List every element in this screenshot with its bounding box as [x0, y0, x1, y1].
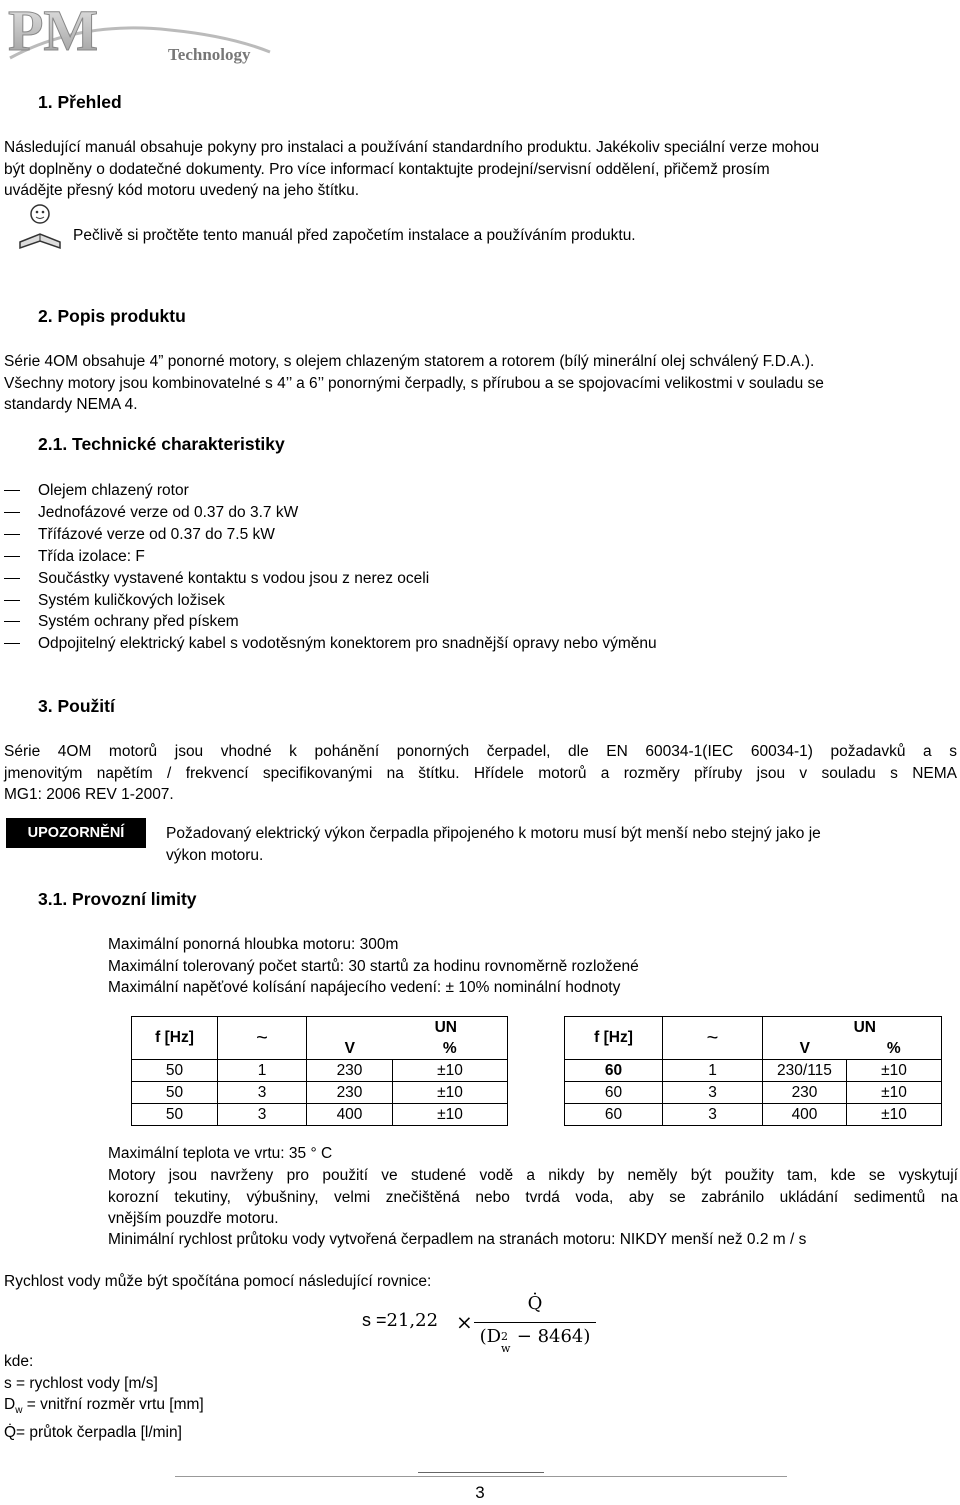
table-row: 60 3 400 ±10: [565, 1104, 942, 1126]
definition-s: s = rychlost vody [m/s]: [4, 1374, 158, 1392]
para-line: MG1: 2006 REV 1-2007.: [4, 786, 174, 803]
min-flow-speed: Minimální rychlost průtoku vody vytvořená čerpadlem na stranách motoru: NIKDY menší než 0.2 m / s: [108, 1231, 807, 1248]
limit-line: Maximální tolerovaný počet startů: 30 startů za hodinu rovnoměrně rozložené: [108, 957, 639, 975]
para-line: jmenovitým napětím / frekvencí specifikovanými na štítku. Hřídele motorů a rozměry příruby jsou v souladu s NEMA: [4, 764, 957, 782]
list-item: Systém kuličkových ložisek: [0, 590, 225, 612]
table-row: 50 3 400 ±10: [132, 1104, 508, 1126]
header-phase: ~: [663, 1017, 763, 1060]
formula-denominator: (D 2 w − 8464): [479, 1326, 591, 1355]
header-phase: ~: [218, 1017, 307, 1060]
para-line: vnějším pouzdře motoru.: [108, 1210, 279, 1227]
list-item: Třífázové verze od 0.37 do 7.5 kW: [0, 524, 275, 546]
para-line: Požadovaný elektrický výkon čerpadla připojeného k motoru musí být menší nebo stejný jako je: [166, 825, 821, 842]
list-item: Jednofázové verze od 0.37 do 3.7 kW: [0, 502, 298, 524]
section-2-1-heading: 2.1. Technické charakteristiky: [38, 434, 285, 454]
section-2-paragraph: [4, 351, 957, 416]
list-item: Součástky vystavené kontaktu s vodou jsou z nerez oceli: [0, 568, 429, 590]
page-number: 3: [475, 1483, 485, 1502]
header-un: UN: [307, 1017, 508, 1039]
para-line: Série 4OM obsahuje 4” ponorné motory, s olejem chlazeným statorem a rotorem (bílý minerální olej schválený F.D.A.).: [4, 353, 815, 370]
max-temperature: Maximální teplota ve vrtu: 35 ° C: [108, 1145, 333, 1162]
section-1-paragraph: [4, 137, 954, 202]
read-manual-note: Pečlivě si pročtěte tento manuál před započetím instalace a používáním produktu.: [73, 227, 636, 244]
voltage-table-60hz: [564, 1016, 942, 1126]
section-3-heading: 3. Použití: [38, 696, 115, 716]
definition-dw: $D_w$ = vnitřní rozměr vrtu [mm]: [4, 1396, 204, 1417]
header-v: V: [763, 1038, 847, 1060]
table-row: 50 1 230 ±10: [132, 1060, 508, 1082]
para-line: standardy NEMA 4.: [4, 396, 138, 413]
formula-numerator: Q̇: [527, 1293, 543, 1314]
header-percent: %: [847, 1038, 942, 1060]
voltage-table-50hz: [131, 1016, 508, 1126]
table-row: 50 3 230 ±10: [132, 1082, 508, 1104]
table-row: 60 1 230/115 ±10: [565, 1060, 942, 1082]
limits-list: [108, 934, 639, 999]
header-v: V: [307, 1038, 393, 1060]
para-line: Všechny motory jsou kombinovatelné s 4’’ a 6’’ ponornými čerpadly, s přírubou a se spojovacími velikostmi v souladu se: [4, 374, 824, 392]
usage-restrictions: [108, 1165, 958, 1230]
formula-lhs: s =21,22: [362, 1310, 439, 1331]
para-line: být doplněny o dodatečné dokumenty. Pro více informací kontaktujte prodejní/servisní oddělení, přičemž prosím: [4, 160, 770, 178]
warning-label: UPOZORNĚNÍ: [6, 818, 146, 848]
table-row: 60 3 230 ±10: [565, 1082, 942, 1104]
definition-q: Q̇= průtok čerpadla [l/min]: [4, 1423, 182, 1441]
para-line: korozní tekutiny, výbušniny, velmi znečištěná nebo tvrdá voda, aby se zabránilo ukládání sedimentů na: [108, 1188, 958, 1206]
formula-coefficient: 21,22: [386, 1310, 439, 1331]
warning-text: [166, 823, 956, 866]
reading-book-icon: [14, 200, 66, 252]
company-logo: [0, 0, 290, 70]
formula-times: ×: [456, 1310, 473, 1334]
formula-definitions: [4, 1351, 204, 1443]
footer-rule-short: [418, 1472, 544, 1473]
limit-line: Maximální napěťové kolísání napájecího vedení: ± 10% nominální hodnoty: [108, 979, 621, 996]
section-3-1-heading: 3.1. Provozní limity: [38, 889, 197, 909]
para-line: výkon motoru.: [166, 846, 264, 864]
section-3-paragraph: [4, 741, 957, 806]
formula-intro: Rychlost vody může být spočítána pomocí následující rovnice:: [4, 1273, 432, 1290]
list-item: Systém ochrany před pískem: [0, 611, 239, 633]
logo-subtitle: Technology: [168, 45, 251, 64]
para-line: Následující manuál obsahuje pokyny pro instalaci a používání standardního produktu. Jakékoliv speciální verze mohou: [4, 139, 820, 156]
para-line: Motory jsou navrženy pro použití ve studené vodě a nikdy by neměly být použity tam, kde se vyskytují: [108, 1167, 958, 1184]
logo-brand: PM: [8, 0, 99, 63]
header-percent: %: [393, 1038, 508, 1060]
section-1-heading: 1. Přehled: [38, 92, 122, 112]
header-frequency: f [Hz]: [132, 1017, 218, 1060]
para-line: Série 4OM motorů jsou vhodné k pohánění ponorných čerpadel, dle EN 60034-1(IEC 60034-1) požadavků a s: [4, 743, 957, 760]
fraction-bar: [474, 1322, 596, 1323]
section-2-heading: 2. Popis produktu: [38, 306, 186, 326]
header-frequency: f [Hz]: [565, 1017, 663, 1060]
list-item: Olejem chlazený rotor: [0, 480, 189, 502]
where-label: kde:: [4, 1353, 34, 1370]
footer-rule: [175, 1476, 787, 1477]
list-item: Odpojitelný elektrický kabel s vodotěsným konektorem pro snadnější opravy nebo výměnu: [0, 633, 657, 655]
header-un: UN: [763, 1017, 942, 1039]
para-line: uvádějte přesný kód motoru uvedený na jeho štítku.: [4, 182, 359, 199]
limit-line: Maximální ponorná hloubka motoru: 300m: [108, 936, 399, 953]
list-item: Třída izolace: F: [0, 546, 145, 568]
